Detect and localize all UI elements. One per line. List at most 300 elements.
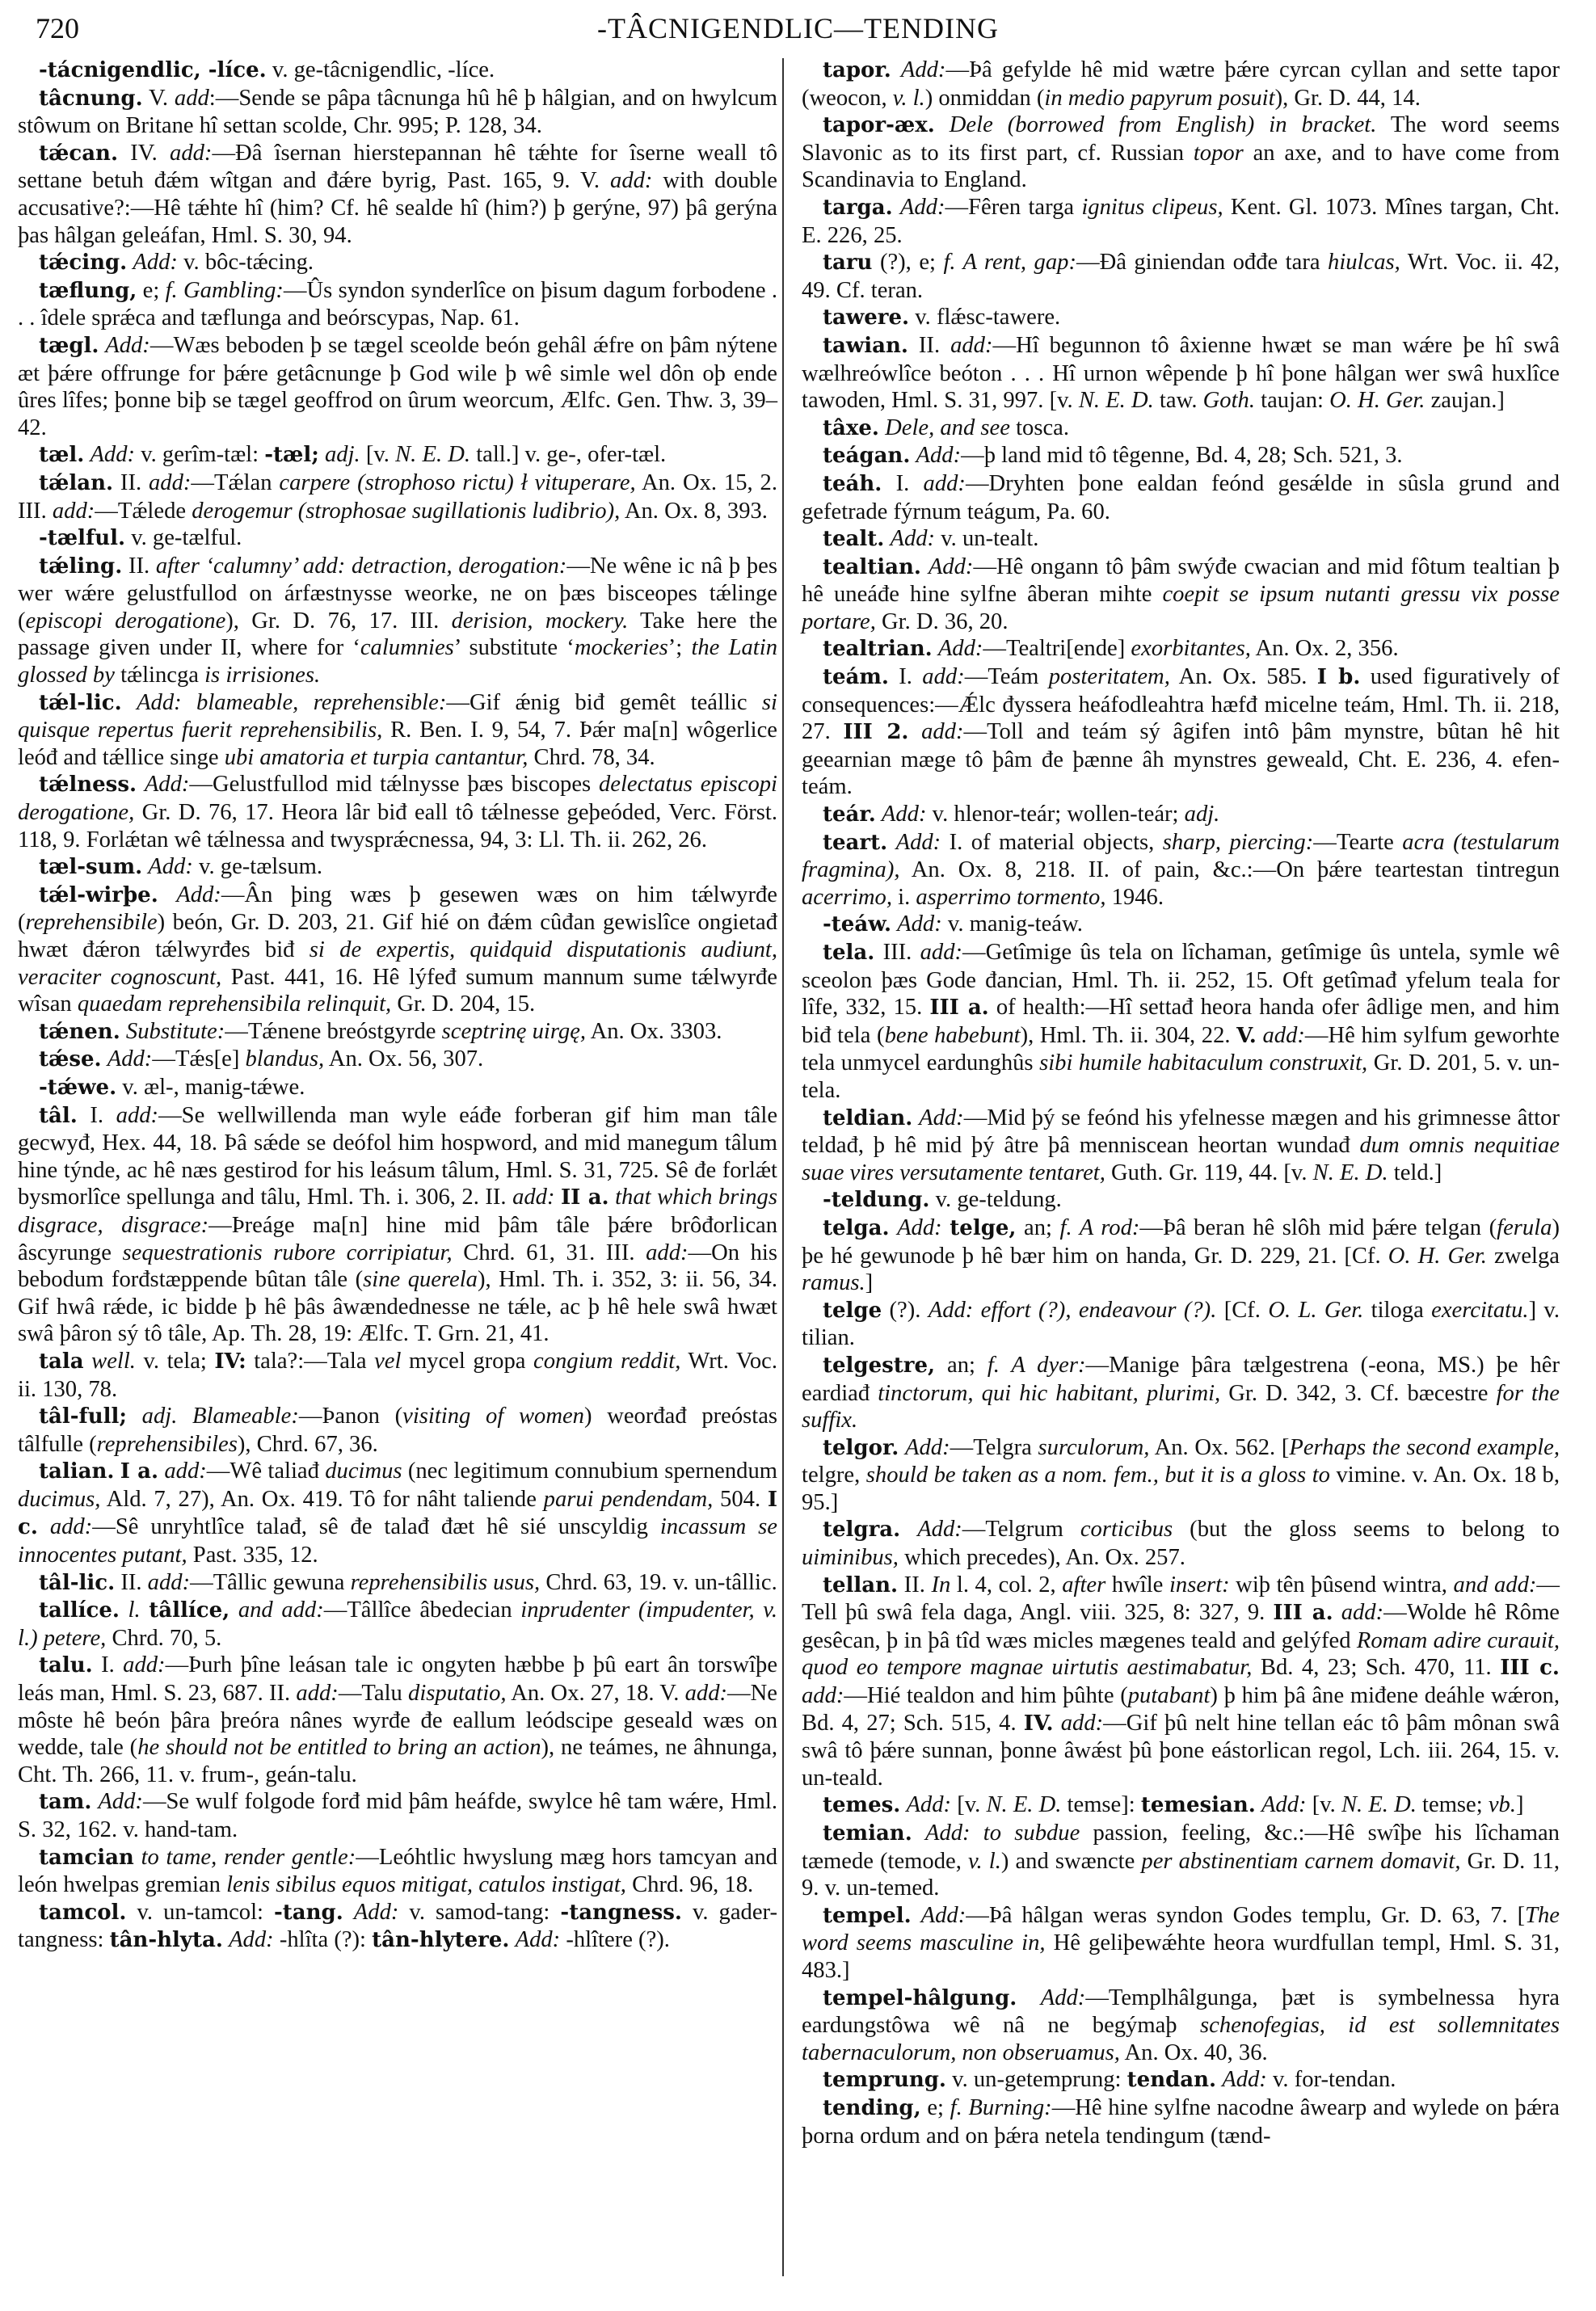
headword: I c.: [18, 1487, 778, 1540]
italic-text: O. H. Ger.: [1388, 1243, 1487, 1269]
entry-text: ) þ him þâ âne miđene deáhle wǽron, Bd. 4, 27; Sch. 515, 4.: [802, 1683, 1560, 1736]
entry-text: zwelga: [1486, 1243, 1560, 1269]
entry-text: Past. 441, 16. Hê lýfeđ sumum mannum sume tǽlwyrđe wîsan: [18, 964, 777, 1017]
entry-text: —Sê unryhtlîce talađ, sê đe talađ đæt hê sié unscyldig: [92, 1514, 660, 1540]
entry-text: [908, 719, 921, 744]
entry-text: Take here the passage given under II, where for ‘: [18, 608, 777, 661]
entry-text: [v.: [1306, 1792, 1341, 1818]
entry-text: —Hê hine sylfne nacodne âwearp and wylede on þǽra þorna ordum and on þǽra netela tendingum (tænd-: [802, 2094, 1560, 2149]
italic-text: visiting of women: [402, 1404, 584, 1429]
entry-text: Chrd. 96, 18.: [625, 1872, 754, 1898]
entry-text: [122, 690, 137, 715]
entry-text: —Tealtri[ende]: [983, 636, 1131, 662]
entry-text: ) and swæncte: [1000, 1848, 1142, 1874]
italic-text: acra (testularum fragmina),: [802, 829, 1560, 883]
entry-text: —Hî begunnon tô âxienne hwæt se man wǽre þe hî swâ wælhreówlîce beóton . . . Hî urnon wêpende þ hî þone hâlgan wer swâ huxlîce tawoden, Hml. S. 31, 997. [v.: [802, 332, 1560, 414]
italic-text: Add: blameable, reprehensible:: [137, 689, 447, 715]
entry-text: i.: [891, 884, 916, 910]
entry-text: Gr. D. 11, 9. v. un-temed.: [802, 1848, 1560, 1901]
entry-text: used figuratively of consequences:—Ǽlc đyssera heáfodleahtra hæfđ micelne teám, Hml. Th. ii. 218, 27.: [802, 664, 1560, 745]
headword: IV:: [214, 1349, 246, 1374]
headword: tân-hlyta.: [109, 1928, 223, 1953]
headword: tǽcan.: [39, 141, 118, 166]
italic-text: Add:: [107, 1046, 153, 1072]
italic-text: Add:: [905, 1434, 950, 1460]
dictionary-entry: [18, 771, 777, 853]
entry-text: —Leóhtlic hwyslung mæg hors tamcyan and león hwelpas gremian: [18, 1844, 777, 1898]
entry-text: —Mid þý se feónd his yfelnesse mægen and his grimnesse âttor teldađ, þ hê mid þý âtre þâ menniscean heortan wundađ: [802, 1105, 1560, 1159]
entry-text: I. of material objects,: [941, 829, 1163, 855]
headword: telge,: [950, 1215, 1017, 1240]
italic-text: Goth.: [1202, 388, 1255, 414]
italic-text: Add:: [515, 1927, 561, 1953]
entry-text: An. Ox. 8, 393.: [620, 498, 768, 524]
headword: teágan.: [823, 444, 911, 469]
entry-text: Guth. Gr. 119, 44. [v.: [1105, 1160, 1313, 1185]
entry-text: Gr. D. 36, 20.: [875, 608, 1009, 634]
italic-text: N. E. D.: [1078, 388, 1154, 414]
entry-text: 1946.: [1105, 884, 1164, 910]
entry-text: [Cf.: [1216, 1297, 1269, 1323]
entry-text: vimine. v. An. Ox. 18 b, 95.]: [802, 1463, 1560, 1515]
entry-text: V.: [142, 85, 175, 111]
italic-text: Add:: [1040, 1985, 1086, 2010]
entry-text: taujan:: [1255, 388, 1330, 414]
italic-text: ducimus: [325, 1459, 402, 1484]
dictionary-entry: [802, 1902, 1560, 1985]
right-column: [802, 57, 1560, 2149]
dictionary-entry: [802, 911, 1560, 939]
entry-text: —Tell þû swâ fela daga, Angl. viii. 325, 8: 327, 9.: [802, 1572, 1560, 1626]
italic-text: add:: [684, 1681, 728, 1707]
italic-text: f. A dyer:: [987, 1352, 1086, 1378]
entry-text: (nec legitimum connubium spernendum: [402, 1459, 777, 1484]
entry-text: —Telgrum: [962, 1517, 1080, 1543]
headword: tǽl-wirþe.: [39, 882, 158, 907]
running-title: -TÂCNIGENDLIC—TENDING: [597, 12, 999, 44]
entry-text: v. ge-tâcnigendlic, -líce.: [266, 57, 495, 82]
dictionary-entry: [802, 332, 1560, 415]
italic-text: derision, mockery.: [451, 608, 629, 634]
dictionary-entry: [802, 1105, 1560, 1187]
entry-text: —Tǽnene breóstgyrde: [225, 1018, 442, 1044]
entry-text: [84, 1349, 92, 1374]
dictionary-entry: [18, 1046, 777, 1074]
italic-text: the Latin glossed by: [18, 635, 777, 688]
dictionary-entry: [18, 853, 777, 882]
entry-text: e;: [920, 2094, 950, 2120]
entry-text: —Þâ hâlgan weras syndon Godes templu, Gr. D. 63, 7. [: [966, 1902, 1526, 1928]
entry-text: [38, 1514, 50, 1539]
entry-text: tall.] v. ge-, ofer-tæl.: [470, 442, 667, 468]
headword: tâllíce,: [149, 1598, 230, 1623]
dictionary-entry: [18, 553, 777, 689]
entry-text: —Toll and teám sý âgifen intô þâm mynstre, bûtan hê hit geearnian mæge tô þâm đe þænne âh mynstres geweald, Cht. E. 236, 4. efen-teám.: [802, 719, 1560, 800]
italic-text: Add:: [1261, 1792, 1307, 1818]
entry-text: —Gelustfullod mid tǽlnysse þæs biscopes: [189, 772, 599, 798]
headword: tǽlness.: [39, 772, 137, 798]
entry-text: Kent. Gl. 1073. Mînes targan, Cht. E. 226, 25.: [802, 194, 1560, 248]
headword: temesian.: [1140, 1793, 1256, 1818]
dictionary-entry: [802, 194, 1560, 249]
entry-text: [1017, 1985, 1040, 2010]
italic-text: Add:: [916, 443, 962, 469]
entry-text: [876, 802, 882, 827]
entry-text: 504.: [713, 1486, 768, 1512]
entry-text: [120, 1019, 126, 1044]
italic-text: Add:: [90, 442, 136, 468]
headword: III c.: [1500, 1656, 1560, 1681]
entry-text: [899, 1435, 905, 1460]
entry-text: ), Gr. D. 76, 17. III.: [225, 608, 452, 634]
headword: tendan.: [1126, 2068, 1217, 2093]
headword: teám.: [823, 665, 889, 690]
dictionary-entry: [18, 689, 777, 772]
headword: tæl-sum.: [39, 855, 143, 880]
headword: talian.: [39, 1459, 115, 1484]
entry-text: [1256, 1792, 1261, 1817]
entry-text: II.: [907, 332, 951, 358]
headword: -tangness.: [560, 1900, 682, 1925]
italic-text: f. A rod:: [1059, 1214, 1140, 1240]
headword: tæl.: [39, 443, 85, 468]
italic-text: add:: [1060, 1710, 1104, 1736]
entry-text: [343, 1900, 354, 1925]
headword: IV.: [1023, 1711, 1054, 1736]
entry-text: telgre,: [802, 1463, 866, 1488]
entry-text: (but the gloss seems to belong to: [1173, 1517, 1560, 1543]
headword: tamcol.: [39, 1900, 127, 1925]
italic-text: Dele (borrowed from English) in bracket.: [949, 112, 1377, 138]
dictionary-entry: [802, 525, 1560, 554]
dictionary-entry: [802, 1434, 1560, 1517]
italic-text: exorbitantes,: [1131, 636, 1251, 662]
column-divider: [782, 58, 784, 2276]
italic-text: putabant: [1127, 1683, 1211, 1709]
italic-text: corticibus: [1080, 1517, 1173, 1543]
entry-text: v. for-tendan.: [1266, 2067, 1396, 2093]
entry-text: ]: [865, 1270, 874, 1296]
entry-text: [921, 554, 929, 579]
entry-text: v. ge-tælful.: [125, 525, 242, 551]
italic-text: after ‘calumny’ add: detraction, derogation:: [155, 553, 567, 579]
entry-text: —Ûs syndon synderlîce on þisum dagum forbodene . . . îdele sprǽca and tæflunga and beórscypas, Nap. 61.: [18, 277, 777, 331]
italic-text: add:: [922, 664, 965, 690]
italic-text: N. E. D.: [1341, 1792, 1417, 1818]
italic-text: In: [931, 1572, 951, 1597]
italic-text: sibi humile habitaculum construxit,: [1039, 1050, 1368, 1076]
italic-text: to tame, render gentle:: [141, 1844, 356, 1870]
entry-text: An. Ox. 3303.: [586, 1018, 722, 1044]
italic-text: adj. Blameable:: [141, 1404, 299, 1429]
entry-text: an;: [1016, 1214, 1060, 1240]
entry-text: Hê geliþewǽhte heora wurdfullan templ, Hml. S. 31, 483.]: [802, 1930, 1560, 1983]
dictionary-entry: [18, 1597, 777, 1652]
dictionary-entry: [18, 1403, 777, 1458]
entry-text: hwîle: [1105, 1572, 1169, 1597]
entry-text: II.: [113, 469, 149, 495]
italic-text: Add:: [920, 1902, 966, 1928]
entry-text: —Þurh þîne leásan tale ic ongyten hæbbe þ þû eart ân torswîþe leás man, Hml. S. 23, 687. II.: [18, 1652, 778, 1707]
entry-text: ), Gr. D. 44, 14.: [1274, 85, 1421, 111]
entry-text: I.: [888, 664, 923, 690]
entry-text: —Þanon (: [298, 1404, 403, 1429]
italic-text: Add:: [890, 526, 936, 552]
entry-text: —Tǽlede: [95, 498, 192, 524]
italic-text: si de expertis, quidquid disputationis audiunt, veraciter cognoscunt,: [18, 937, 778, 990]
entry-text: taw.: [1153, 388, 1203, 414]
headword: tâl.: [39, 1103, 78, 1128]
italic-text: add:: [1262, 1022, 1305, 1048]
dictionary-entry: [18, 332, 777, 441]
headword: tala: [39, 1349, 84, 1374]
headword: -tácnigendlic, -líce.: [39, 58, 267, 82]
headword: telgestre,: [823, 1353, 936, 1378]
entry-text: tosca.: [1009, 415, 1069, 440]
italic-text: Add: effort (?), endeavour (?).: [928, 1297, 1217, 1323]
headword: III a.: [929, 996, 989, 1021]
entry-text: ), Chrd. 67, 36.: [237, 1431, 378, 1457]
dictionary-entry: [18, 57, 777, 85]
entry-text: [v.: [360, 442, 396, 468]
entry-text: An. Ox. 2, 356.: [1250, 636, 1399, 662]
italic-text: hiulcas,: [1328, 250, 1400, 276]
italic-text: ramus.: [802, 1270, 865, 1296]
italic-text: reprehensibiles: [96, 1431, 238, 1457]
italic-text: add:: [116, 1102, 159, 1128]
headword: teart.: [823, 830, 888, 855]
italic-text: Add:: [895, 829, 941, 855]
italic-text: Romam adire curauit, quod eo tempore magnae uirtutis aestimabatur,: [802, 1627, 1560, 1681]
entry-text: v. samod-tang:: [398, 1899, 561, 1925]
italic-text: N. E. D.: [395, 442, 471, 468]
headword: tǽling.: [39, 554, 123, 579]
italic-text: add:: [1341, 1600, 1384, 1626]
italic-text: Add:: [133, 250, 178, 276]
italic-text: tinctorum, qui hic habitant, plurimi,: [878, 1380, 1221, 1406]
entry-text: —Manige þâra tælgestrena (-eona, MS.) þe hêr eardiađ: [802, 1352, 1560, 1406]
italic-text: vb.: [1488, 1792, 1516, 1818]
entry-text: [884, 526, 890, 551]
italic-text: blandus,: [245, 1046, 325, 1072]
entry-text: R. Ben. I. 9, 54, 7. Þǽr ma[n] wôgerlice leóđ and tǽllice singe: [18, 718, 777, 770]
entry-text: [912, 1821, 925, 1846]
entry-text: e;: [137, 277, 166, 303]
dictionary-entry: [802, 635, 1560, 663]
entry-text: Gr. D. 76, 17. Heora lâr biđ eall tô tǽlnesse geþeóded, Verc. Först. 118, 9. Forlǽtan wê tǽlnessa and twysprǽcnessa, 94, 3: Ll. Th. ii. 262, 26.: [18, 800, 777, 852]
entry-text: tiloga: [1363, 1297, 1432, 1323]
entry-text: [942, 1215, 950, 1240]
headword: -tang.: [273, 1900, 343, 1925]
headword: -tǽwe.: [39, 1075, 117, 1100]
entry-text: II.: [898, 1572, 932, 1597]
entry-text: Chrd. 61, 31. III.: [452, 1240, 646, 1265]
italic-text: carpere (strophoso rictu) ł vituperare,: [279, 469, 636, 495]
dictionary-entry: [802, 1352, 1560, 1434]
dictionary-entry: [18, 1348, 777, 1403]
italic-text: f. Burning:: [950, 2094, 1052, 2120]
italic-text: f. Gambling:: [165, 277, 284, 303]
headword: I a.: [120, 1459, 159, 1484]
italic-text: acerrimo,: [802, 884, 892, 910]
headword: tapor.: [823, 58, 891, 82]
headword: tealt.: [823, 527, 885, 552]
headword: tam.: [39, 1790, 92, 1815]
entry-text: —Templhâlgunga, þæt is symbelnessa hyra eardungstôwa wê nâ ne begýmaþ: [802, 1985, 1560, 2039]
entry-text: ), Hml. Th. ii. 304, 22.: [1020, 1022, 1237, 1048]
dictionary-entry: [802, 939, 1560, 1105]
entry-text: [102, 1046, 107, 1071]
dictionary-entry: [802, 415, 1560, 443]
entry-text: v. ge-teldung.: [929, 1187, 1062, 1213]
entry-text: —Þâ gefylde hê mid wætre þǽre cyrcan cyllan and sette tapor (weocon,: [802, 57, 1560, 111]
headword: teldian.: [823, 1105, 913, 1130]
entry-text: II.: [115, 1569, 148, 1595]
entry-text: —Wæs beboden þ se tægel sceolde beón gehâl ǽfre on þâm nýtene æt þǽre offrunge for þǽre getâcnunge þ God wile þ wê simle wel dôn oþ ende ûres lîfes; þonne biþ se tægel geoffrod on ûrum weorcum, Ælfc. Gen. Thw. 3, 39–42.: [18, 332, 777, 440]
entry-text: —Tâllîce âbedecian: [323, 1597, 521, 1623]
entry-text: teld.]: [1388, 1160, 1442, 1185]
dictionary-entry: [802, 470, 1560, 525]
italic-text: topor: [1193, 140, 1244, 166]
italic-text: O. L. Ger.: [1268, 1297, 1364, 1323]
headword: talu.: [39, 1653, 93, 1678]
entry-text: —Gif þû nelt hine tellan eác tô þâm mônan swâ swâ tô þǽre sunnan, þonne âwǽst þû þone eástorlican regol, Lch. iii. 264, 15. v. un-teald.: [802, 1710, 1560, 1791]
italic-text: si quisque repertus fuerit reprehensibilis,: [18, 689, 777, 743]
italic-text: Add:: [105, 332, 150, 358]
dictionary-entry: [802, 2066, 1560, 2094]
italic-text: mockeries: [574, 635, 668, 661]
headword: telge: [823, 1298, 882, 1323]
entry-text: —Ne wêne ic nâ þ þes wer wǽre gelustfullod on árfæstnysse weorke, ne on þæs bisceopes tǽlinge (: [18, 553, 777, 634]
entry-text: An. Ox. 56, 307.: [324, 1046, 484, 1072]
entry-text: —Hê him sylfum geworhte tela unmycel eardunghûs: [802, 1022, 1560, 1076]
dictionary-entry: [18, 1844, 777, 1899]
entry-text: [127, 1404, 142, 1429]
italic-text: add:: [164, 1459, 207, 1484]
italic-text: add:: [646, 1240, 689, 1265]
entry-text: —Tearte: [1313, 829, 1403, 855]
entry-text: An. Ox. 15, 2. III.: [18, 469, 777, 524]
entry-text: [v.: [951, 1792, 987, 1818]
italic-text: asperrimo tormento,: [916, 884, 1106, 910]
headword: teár.: [823, 802, 876, 827]
entry-text: [158, 882, 176, 907]
entry-text: tǽlincga: [114, 663, 205, 688]
entry-text: [1054, 1711, 1061, 1736]
italic-text: add:: [512, 1185, 555, 1210]
headword: taru: [823, 250, 873, 276]
italic-text: add: [174, 85, 209, 111]
entry-text: which precedes), An. Ox. 257.: [898, 1545, 1185, 1571]
entry-text: v. gerîm-tæl:: [135, 442, 265, 468]
entry-text: [114, 1459, 120, 1484]
entry-text: I.: [77, 1102, 116, 1128]
headword: tǽse.: [39, 1047, 102, 1072]
italic-text: sceptrinę uirgę,: [441, 1018, 587, 1044]
dictionary-entry: [18, 1102, 777, 1348]
headword: tǽnen.: [39, 1019, 120, 1044]
headword: -tælful.: [39, 526, 126, 551]
running-header: [0, 11, 1596, 52]
headword: tâcnung.: [39, 86, 143, 111]
italic-text: Add:: [148, 854, 193, 880]
headword: tealtrian.: [823, 637, 933, 662]
headword: telgra.: [823, 1518, 901, 1543]
italic-text: schenofegias, id est sollemnitates tabernaculorum, non obseruamus,: [802, 2013, 1560, 2065]
dictionary-entry: [802, 2094, 1560, 2149]
entry-text: —Tǽlan: [191, 469, 280, 495]
dictionary-entry: [18, 1899, 777, 1955]
italic-text: Add:: [353, 1899, 399, 1925]
italic-text: bene habebunt: [884, 1022, 1021, 1048]
italic-text: ducimus,: [18, 1486, 101, 1512]
italic-text: Add:: [897, 911, 942, 937]
italic-text: uiminibus,: [802, 1545, 899, 1571]
italic-text: l.: [128, 1597, 141, 1623]
italic-text: Add:: [98, 1789, 143, 1815]
headword: tâl-full;: [39, 1404, 127, 1429]
headword: tæflung,: [39, 278, 137, 303]
italic-text: and add:: [1453, 1572, 1537, 1597]
dictionary-entry: [18, 249, 777, 277]
entry-text: v. æl-, manig-tǽwe.: [116, 1074, 305, 1100]
entry-text: v. un-tealt.: [935, 526, 1039, 552]
italic-text: O. H. Ger.: [1329, 388, 1425, 414]
entry-text: (?), e;: [872, 250, 944, 276]
entry-text: ), Hml. Th. i. 352, 3: ii. 56, 34. Gif hwâ rǽde, ic bidde þ hê þâs âwændednesse ne tǽle, ac þ hê hele swâ hwæt swâ þâron sý tô tâle, Ap. Th. 28, 19: Ælfc. T. Grn. 21, 41.: [18, 1267, 777, 1347]
headword: tela.: [823, 941, 875, 965]
entry-text: of health:—Hî settađ heora handa ofer âdlige men, and him biđ tela (: [802, 995, 1560, 1048]
italic-text: add:: [170, 140, 213, 166]
italic-text: sequestrationis rubore corripiatur,: [122, 1240, 453, 1265]
dictionary-entry: [18, 882, 777, 1018]
entry-text: -hlîta (?):: [273, 1927, 373, 1953]
entry-text: v. un-getemprung:: [945, 2067, 1127, 2093]
italic-text: v. l.: [967, 1848, 1001, 1874]
italic-text: coepit se ipsum nutanti gressu vix posse portare,: [802, 582, 1560, 634]
italic-text: lenis sibilus equos mitigat, catulos instigat,: [226, 1872, 626, 1898]
entry-text: [935, 112, 950, 137]
headword: I b.: [1316, 665, 1361, 690]
headword: temprung.: [823, 2068, 946, 2093]
italic-text: he should not be entitled to bring an action: [137, 1735, 541, 1761]
entry-text: ) onmiddan (: [924, 85, 1045, 111]
entry-text: Chrd. 78, 34.: [528, 744, 655, 770]
entry-text: An. Ox. 27, 18. V.: [506, 1681, 685, 1707]
entry-text: (?).: [882, 1297, 929, 1323]
italic-text: Perhaps the second example,: [1289, 1434, 1560, 1460]
italic-text: ferula: [1497, 1214, 1552, 1240]
headword: telga.: [823, 1215, 890, 1240]
italic-text: should be taken as a nom. fem., but it is a gloss to: [865, 1463, 1330, 1488]
italic-text: for the suffix.: [802, 1380, 1560, 1433]
italic-text: incassum se innocentes putant,: [18, 1514, 777, 1568]
entry-text: An. Ox. 562. [: [1149, 1434, 1290, 1460]
entry-text: [137, 772, 145, 797]
headword: -teáw.: [823, 912, 892, 937]
italic-text: exercitatu.: [1431, 1297, 1529, 1323]
dictionary-entry: [802, 112, 1560, 194]
entry-text: [912, 1903, 921, 1928]
entry-text: —Tâllic gewuna: [190, 1569, 351, 1595]
italic-text: add:: [123, 1652, 166, 1678]
headword: tending,: [823, 2095, 921, 2120]
headword: targa.: [823, 195, 893, 220]
entry-text: The word seems Slavonic as to its first part, cf. Russian: [802, 112, 1560, 166]
dictionary-entry: [802, 1214, 1560, 1297]
headword: tâl-lic.: [39, 1570, 116, 1595]
dictionary-entry: [802, 1572, 1560, 1792]
